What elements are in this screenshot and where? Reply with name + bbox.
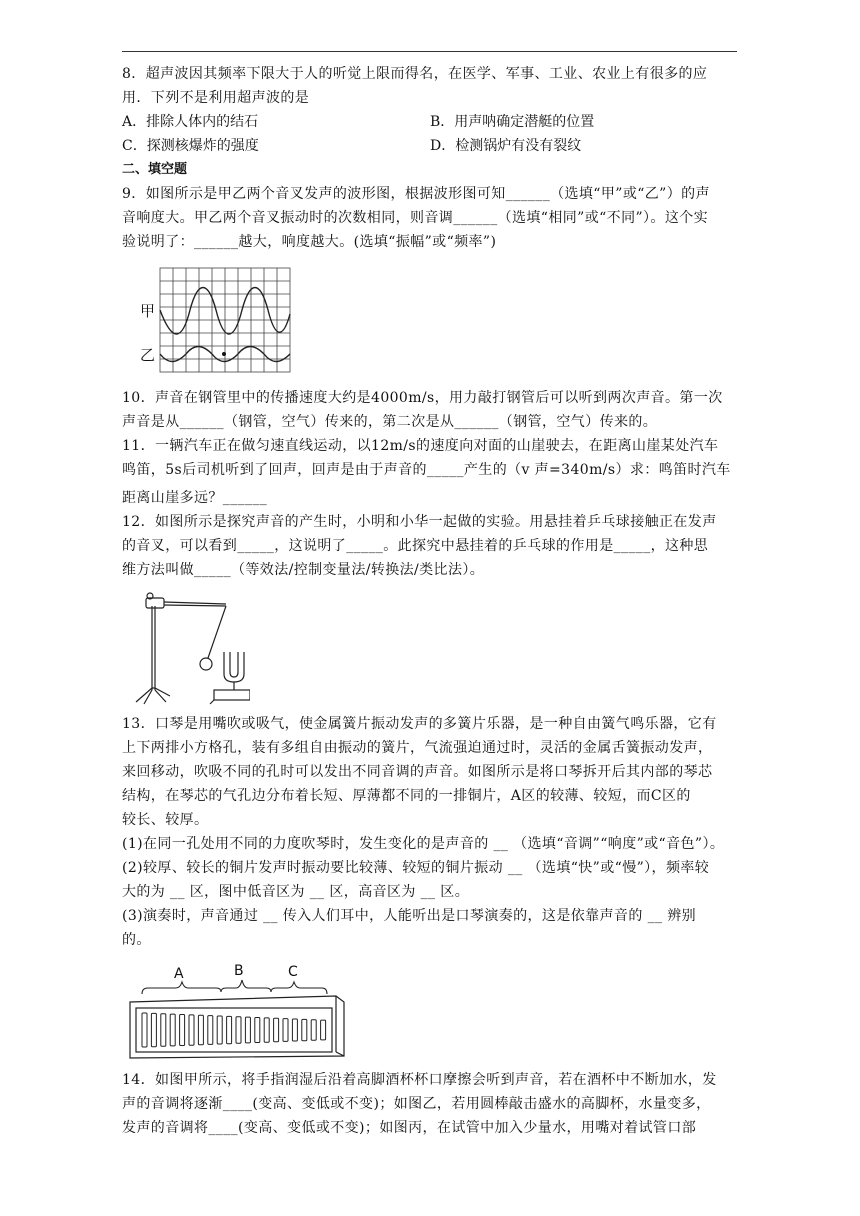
question-13-sub3b: 的。 — [122, 932, 151, 948]
label-zone-b: B — [234, 964, 244, 979]
reed-slot — [208, 1016, 213, 1045]
ping-pong-ball — [200, 658, 212, 670]
question-14 — [122, 1068, 739, 1140]
question-8 — [122, 62, 739, 158]
question-13-line2: 上下两排小方格孔，装有多组自由振动的簧片，气流强迫通过时，灵活的金属舌簧振动发声， — [122, 740, 713, 756]
question-13-sub2a: (2)较厚、较长的铜片发声时振动要比较薄、较短的铜片振动 __ （选填“快”或“慢”），频率较 — [122, 860, 710, 876]
question-12-line3: 维方法叫做_____（等效法/控制变量法/转换法/类比法）。 — [122, 562, 485, 578]
question-9-line2: 音响度大。甲乙两个音叉振动时的次数相同，则音调______（选填“相同”或“不同”）。这个实 — [122, 210, 709, 226]
option-d[interactable]: D．检测锅炉有没有裂纹 — [430, 138, 582, 154]
reed-slot — [180, 1015, 185, 1046]
reed-slot — [198, 1015, 203, 1045]
question-12-line1: 12．如图所示是探究声音的产生时，小明和小华一起做的实验。用悬挂着乒乓球接触正在发声 — [122, 514, 717, 530]
question-14-line3: 发声的音调将____(变高、变低或不变)；如图丙，在试管中加入少量水，用嘴对着试管口部 — [122, 1120, 697, 1136]
reed-slot — [311, 1020, 316, 1041]
waveform-figure — [138, 266, 298, 378]
reed-slot — [236, 1017, 241, 1044]
question-13-sub2b: 大的为 __ 区，图中低音区为 __ 区，高音区为 __ 区。 — [122, 884, 470, 900]
resonance-box — [214, 690, 250, 700]
harmonica-reed-figure — [126, 964, 351, 1062]
question-10-line1: 10．声音在钢管里中的传播速度大约是4000m/s，用力敲打钢管后可以听到两次声音。第一次 — [122, 390, 723, 406]
label-jia: 甲 — [140, 302, 156, 320]
option-b[interactable]: B．用声呐确定潜艇的位置 — [430, 114, 595, 130]
question-12 — [122, 510, 739, 708]
question-11-line3: 距离山崖多远？______ — [122, 490, 268, 506]
question-11 — [122, 434, 739, 510]
reed-slot — [161, 1014, 166, 1047]
reed-slot — [264, 1018, 269, 1042]
waveform-dot — [222, 352, 226, 356]
question-13-sub3a: (3)演奏时，声音通过 __ 传入人们耳中，人能听出是口琴演奏的，这是依靠声音的 __ 辨别 — [122, 908, 697, 924]
reed-plate — [130, 996, 344, 1058]
zone-braces — [142, 980, 327, 994]
reed-slot — [189, 1015, 194, 1045]
question-10-line2: 声音是从______（钢管，空气）传来的，第二次是从______（钢管，空气）传来的。 — [122, 414, 658, 430]
reed-slot — [217, 1016, 222, 1044]
label-zone-a: A — [174, 966, 184, 982]
question-8-options-row2 — [122, 134, 739, 158]
label-zone-c: C — [288, 964, 298, 980]
label-yi: 乙 — [140, 346, 156, 364]
question-10 — [122, 386, 739, 434]
reed-slot — [292, 1019, 297, 1041]
question-13-sub1: (1)在同一孔处用不同的力度吹琴时，发生变化的是声音的 __ （选填“音调”“响度”或“音色”）。 — [122, 836, 725, 852]
question-13-line3: 来回移动，吹吸不同的孔时可以发出不同音调的声音。如图所示是将口琴拆开后其内部的琴芯 — [122, 764, 713, 780]
question-9 — [122, 182, 739, 378]
reed-slot — [245, 1017, 250, 1043]
reed-slots — [142, 1013, 326, 1047]
question-14-line2: 声的音调将逐渐____(变高、变低或不变)；如图乙，若用圆棒敲击盛水的高脚杯，水量变多， — [122, 1096, 711, 1112]
reed-slot — [151, 1013, 156, 1046]
section-heading-fill-blank: 二、填空题 — [122, 162, 188, 177]
question-9-line3: 验说明了：______越大，响度越大。(选填“振幅”或“频率”) — [122, 234, 497, 250]
question-13-line1: 13．口琴是用嘴吹或吸气，使金属簧片振动发声的多簧片乐器，是一种自由簧气鸣乐器，它有 — [122, 716, 717, 732]
tuning-fork-apparatus-figure — [130, 592, 250, 708]
question-8-stem-line1: 8．超声波因其频率下限大于人的听觉上限而得名，在医学、军事、工业、农业上有很多的应 — [122, 66, 708, 82]
header-rule — [122, 51, 737, 52]
question-9-line1: 9．如图所示是甲乙两个音叉发声的波形图，根据波形图可知______（选填“甲”或“乙”）的声 — [122, 186, 710, 202]
reed-slot — [170, 1014, 175, 1046]
question-11-line2: 鸣笛，5s后司机听到了回声，回声是由于声音的_____产生的（v 声=340m/s）求：鸣笛时汽车 — [122, 462, 731, 478]
question-13-line5: 较长、较厚。 — [122, 812, 209, 828]
question-8-stem-line2: 用．下列不是利用超声波的是 — [122, 90, 310, 106]
reed-slot — [321, 1020, 326, 1040]
question-13 — [122, 712, 739, 1062]
worksheet-page — [122, 62, 739, 1140]
reed-slot — [283, 1019, 288, 1042]
tuning-fork — [224, 652, 244, 682]
question-8-options-row1 — [122, 110, 739, 134]
option-c[interactable]: C．探测核爆炸的强度 — [122, 138, 259, 154]
option-a[interactable]: A．排除人体内的结石 — [122, 114, 259, 130]
string — [208, 606, 226, 658]
question-12-line2: 的音叉，可以看到_____，这说明了_____。此探究中悬挂着的乒乓球的作用是_____，这种思 — [122, 538, 709, 554]
arm — [164, 602, 226, 604]
reed-slot — [255, 1018, 260, 1043]
reed-slot — [302, 1019, 307, 1040]
stand-base — [136, 688, 170, 704]
reed-slot — [142, 1013, 147, 1047]
reed-slot — [227, 1016, 232, 1043]
question-13-line4: 结构，在琴芯的气孔边分布着长短、厚薄都不同的一排铜片，A区的较薄、较短，而C区的 — [122, 788, 691, 804]
question-11-line1: 11．一辆汽车正在做匀速直线运动，以12m/s的速度向对面的山崖驶去，在距离山崖某处汽车 — [122, 438, 719, 454]
reed-slot — [274, 1018, 279, 1042]
question-14-line1: 14．如图甲所示，将手指润湿后沿着高脚酒杯杯口摩擦会听到声音，若在酒杯中不断加水，发 — [122, 1072, 717, 1088]
